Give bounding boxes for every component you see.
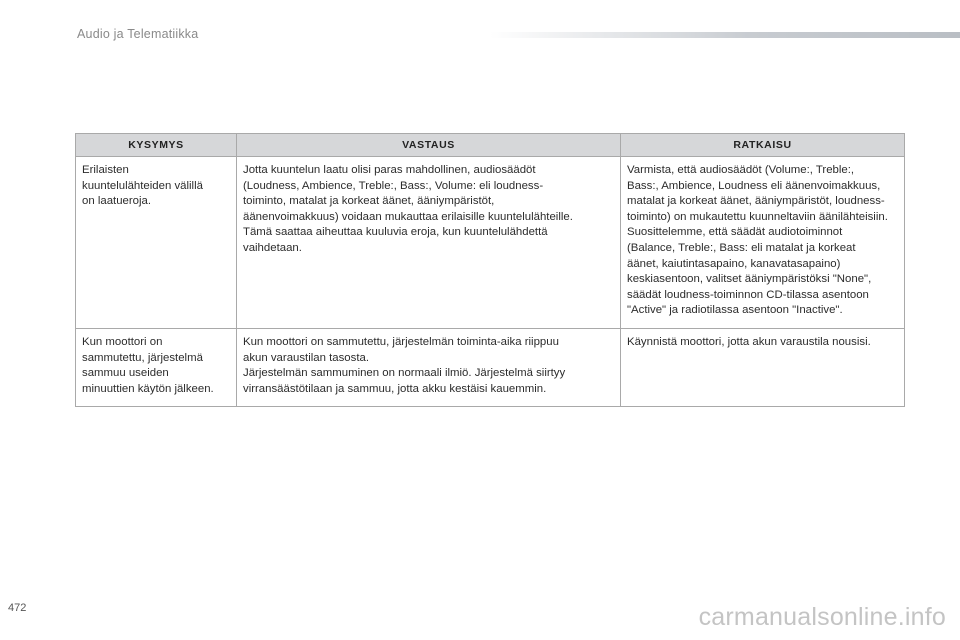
question-text: Erilaisten kuuntelulähteiden välillä on laatueroja. [82,164,203,208]
table-row [76,328,905,406]
solution-cell [621,157,905,329]
question-cell [76,328,237,406]
solution-cell [621,328,905,406]
page-number: 472 [8,602,27,614]
column-header-answer: VASTAUS [237,134,621,157]
watermark: carmanualsonline.info [698,603,946,631]
answer-cell [237,157,621,329]
table-header-row [76,134,905,157]
question-text: Kun moottori on sammutettu, järjestelmä sammuu useiden minuuttien käytön jälkeen. [82,335,214,395]
header-rule [490,32,960,38]
answer-text: Kun moottori on sammutettu, järjestelmän toiminta-aika riippuu akun varaustilan tasosta. Järjestelmän sammuminen on normaali ilmiö. Järjestelmä siirtyy virransäästötilaan ja sammuu, jotta akku kestäisi kauemmin. [243,335,566,395]
section-title: Audio ja Telematiikka [77,27,199,41]
answer-cell [237,328,621,406]
answer-text: Jotta kuuntelun laatu olisi paras mahdollinen, audiosäädöt (Loudness, Ambience, Treble:, Bass:, Volume: eli loudness- toiminto, matalat ja korkeat äänet, ääniympäristöt, äänenvoimakkuus) voidaan mukauttaa erilaisille kuuntelulähteille. Tämä saattaa aiheuttaa kuuluvia eroja, kun kuuntelulähdettä vaihdetaan. [243,164,573,254]
question-cell [76,157,237,329]
solution-text: Käynnistä moottori, jotta akun varaustila nousisi. [627,335,871,348]
table-row [76,157,905,329]
faq-table [75,133,905,407]
column-header-question: KYSYMYS [76,134,237,157]
solution-text: Varmista, että audiosäädöt (Volume:, Treble:, Bass:, Ambience, Loudness eli äänenvoimakkuus, matalat ja korkeat äänet, ääniympäristöt, loudness- toiminto) on mukautettu kuunneltaviin äänilähteisiin. Suosittelemme, että säädät audiotoiminnot (Balance, Treble:, Bass: eli matalat ja korkeat äänet, kaiutintasapaino, kanavatasapaino) keskiasentoon, valitset ääniympäristöksi "None", säädät loudness-toiminnon CD-tilassa asentoon "Active" ja radiotilassa asentoon "Inactive". [627,164,888,317]
column-header-solution: RATKAISU [621,134,905,157]
